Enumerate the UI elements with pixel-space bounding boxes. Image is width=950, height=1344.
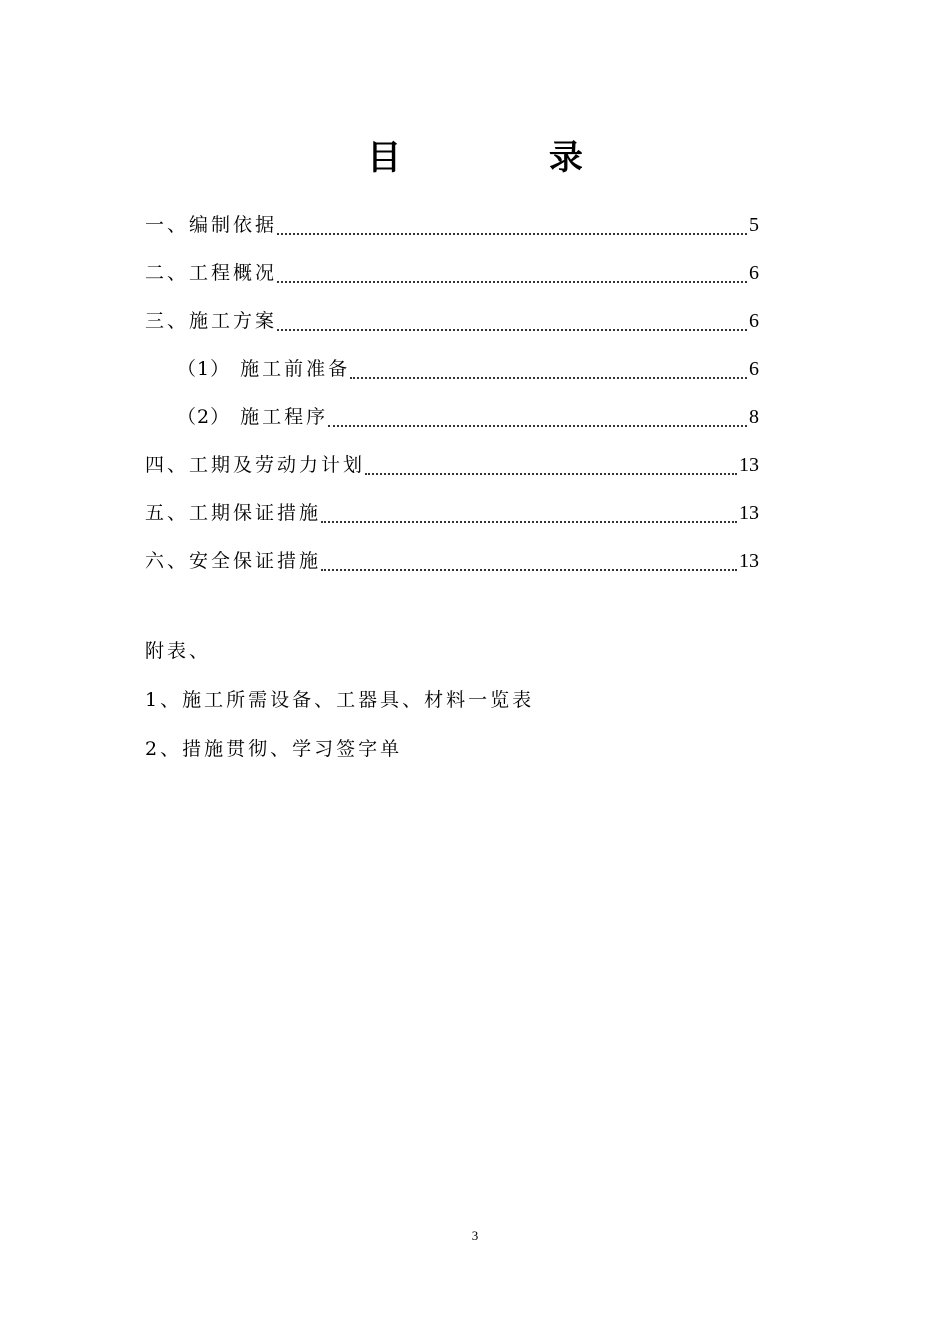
toc-entry-page: 6 [749,262,759,284]
toc-entry-label: 二、工程概况 [145,262,278,284]
appendix-item-2: 2、措施贯彻、学习签字单 [145,738,403,760]
toc-leader-dots [321,568,737,571]
appendix-item-1: 1、施工所需设备、工器具、材料一览表 [145,689,535,711]
toc-entry-label: 四、工期及劳动力计划 [145,454,366,476]
toc-entry-3[interactable] [145,302,759,332]
toc-subentry-number: （1） [177,358,231,380]
toc-entry-5[interactable] [145,494,759,524]
toc-entry-6[interactable] [145,542,759,572]
toc-leader-dots [277,280,747,283]
appendix-heading: 附表、 [145,640,212,662]
toc-leader-dots [350,376,747,379]
toc-entry-label: 一、编制依据 [145,214,278,236]
toc-leader-dots [328,424,747,427]
toc-entry-1[interactable] [145,206,759,236]
toc-entry-page: 13 [739,550,759,572]
toc-entry-page: 5 [749,214,759,236]
toc-entry-2[interactable] [145,254,759,284]
toc-entry-label: 施工前准备 [240,358,351,380]
toc-entry-label: 三、施工方案 [145,310,278,332]
toc-leader-dots [321,520,737,523]
document-title: 目 录 [367,138,651,178]
page-number: 3 [471,1228,479,1243]
toc-subentry-1[interactable] [177,350,759,380]
toc-entry-page: 6 [749,310,759,332]
toc-entry-4[interactable] [145,446,759,476]
toc-entry-label: 施工程序 [240,406,329,428]
toc-leader-dots [277,328,747,331]
toc-entry-page: 13 [739,454,759,476]
toc-entry-label: 五、工期保证措施 [145,502,322,524]
toc-leader-dots [365,472,737,475]
toc-subentry-2[interactable] [177,398,759,428]
toc-leader-dots [277,232,747,235]
toc-entry-page: 8 [749,406,759,428]
toc-entry-page: 13 [739,502,759,524]
toc-entry-page: 6 [749,358,759,380]
toc-entry-label: 六、安全保证措施 [145,550,322,572]
toc-subentry-number: （2） [177,406,231,428]
